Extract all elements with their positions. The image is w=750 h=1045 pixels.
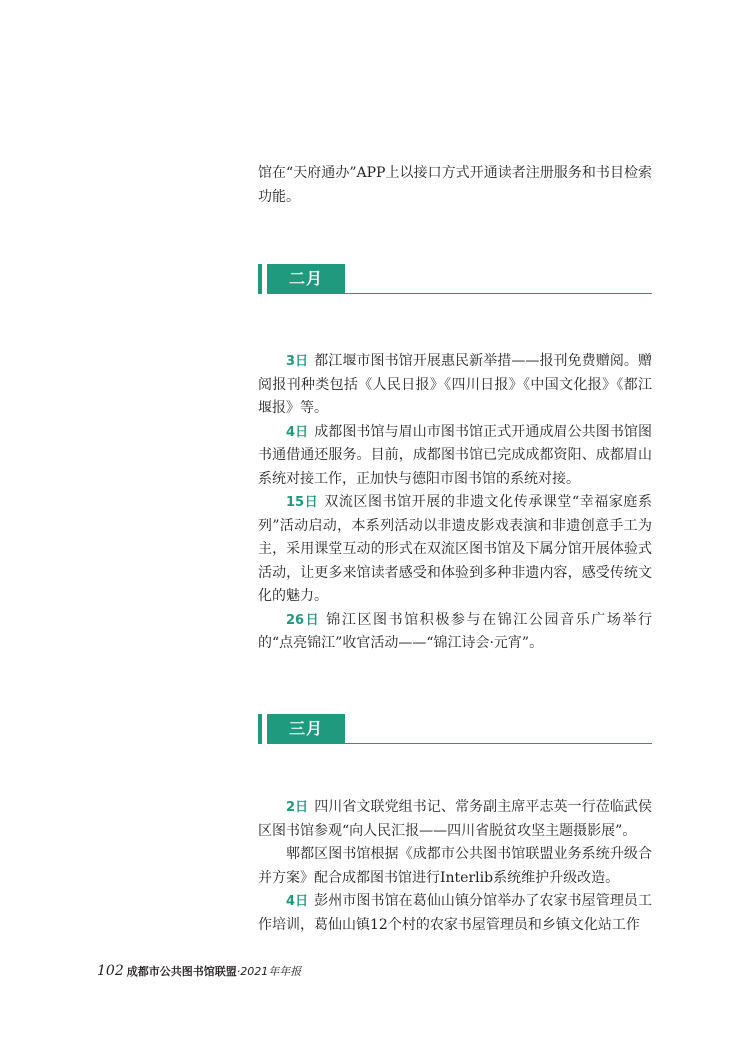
entry-day: 4日 [286,424,309,440]
entry-day: 2日 [286,800,309,815]
heading-accent-bar [258,264,262,294]
section-heading-february [258,264,652,294]
entry [258,491,652,609]
heading-rule [345,293,652,294]
heading-accent-bar [258,714,262,744]
entry [258,843,652,890]
footer-separator: · [236,965,241,978]
page-footer [97,963,301,979]
section-heading-march [258,714,652,744]
entry-text: 都江堰市图书馆开展惠民新举措——报刊免费赠阅。赠阅报刊种类包括《人民日报》《四川日报》《中国文化报》《都江堰报》等。 [258,353,653,416]
entry-text: 锦江区图书馆积极参与在锦江公园音乐广场举行的“点亮锦江”收官活动——“锦江诗会·元宵”。 [258,611,652,651]
entry-text: 成都图书馆与眉山市图书馆正式开通成眉公共图书馆图书通借通还服务。目前，成都图书馆已完成成都资阳、成都眉山系统对接工作，正加快与德阳市图书馆的系统对接。 [258,423,652,487]
february-entries [258,350,652,656]
footer-report: 2021年年报 [240,965,302,978]
entry-day: 4日 [286,894,309,909]
entry [258,350,652,421]
entry-text: 四川省文联党组书记、常务副主席平志英一行莅临武侯区图书馆参观“向人民汇报——四川省脱贫攻坚主题摄影展”。 [258,799,652,839]
intro-text: 馆在“天府通办”APP上以接口方式开通读者注册服务和书目检索功能。 [258,165,652,205]
entry [258,421,652,492]
march-entries [258,796,652,937]
entry-day: 26日 [286,612,321,628]
entry-day: 15日 [286,495,319,510]
page-number: 102 [97,963,124,979]
entry-text: 郫都区图书馆根据《成都市公共图书馆联盟业务系统升级合并方案》配合成都图书馆进行Interlib系统维护升级改造。 [258,846,652,886]
footer-organization: 成都市公共图书馆联盟 [126,965,237,978]
heading-label: 三月 [267,714,345,744]
entry [258,796,652,843]
entry-day: 3日 [286,354,309,369]
heading-label: 二月 [267,264,345,294]
entry-text: 彭州市图书馆在葛仙山镇分馆举办了农家书屋管理员工作培训，葛仙山镇12个村的农家书屋管理员和乡镇文化站工作 [258,893,652,933]
entry [258,609,652,656]
entry-text: 双流区图书馆开展的非遗文化传承课堂“幸福家庭系列”活动启动，本系列活动以非遗皮影戏表演和非遗创意手工为主，采用课堂互动的形式在双流区图书馆及下属分馆开展体验式活动，让更多来馆读者感受和体验到多种非遗内容，感受传统文化的魅力。 [258,494,653,604]
heading-rule [345,743,652,744]
entry [258,890,652,937]
intro-paragraph [258,162,652,209]
